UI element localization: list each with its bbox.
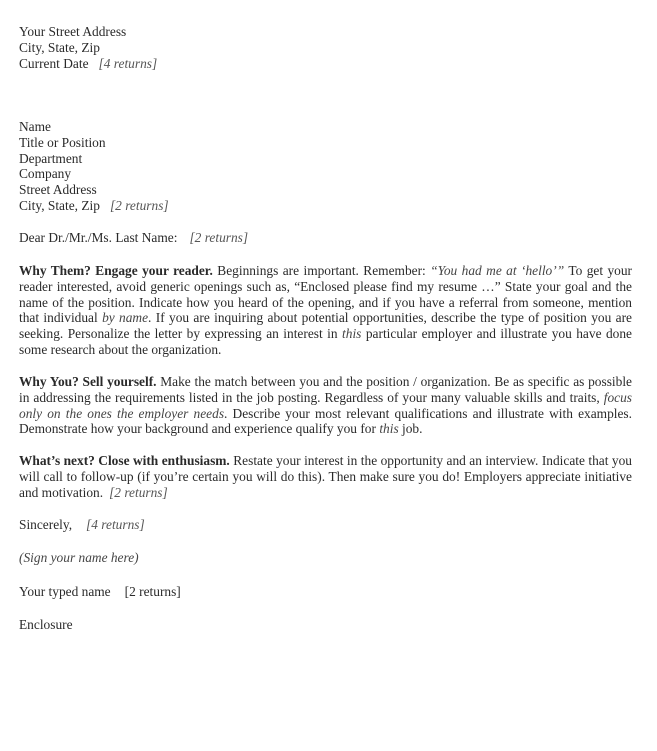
paragraph-why-them [19,263,632,358]
paragraph1-this: this [342,326,362,342]
typed-name-line [19,584,181,600]
salutation [19,230,248,246]
typed-name: Your typed name [19,584,111,599]
paragraph1-text-2: To get your reader interested, avoid generic openings such as, “Enclosed please find my resume …” State your goal and the name of the position. Indicate how you heard of the opening, and if you have a referral from someone, mention that individual [19,263,633,326]
paragraph3-returns-note: [2 returns] [109,484,168,500]
recipient-returns-note: [2 returns] [109,197,169,213]
paragraph-why-you [19,374,632,437]
paragraph1-text-4: particular employer and illustrate you have done some research about the organization. [19,326,632,357]
recipient-company: Company [19,166,72,182]
paragraph2-text-3: job. [398,421,423,437]
closing-text: Sincerely, [19,517,73,532]
paragraph-whats-next [19,453,632,500]
typed-name-returns-note: [2 returns] [124,584,181,599]
sender-street: Your Street Address [19,24,127,39]
paragraph2-focus: focus only on the ones the employer needs [19,389,632,421]
recipient-street: Street Address [19,182,97,198]
salutation-returns-note: [2 returns] [189,230,249,245]
paragraph1-heading: Why Them? Engage your reader. [19,263,213,278]
paragraph2-this: this [379,421,399,437]
closing-returns-note: [4 returns] [86,517,145,532]
paragraph2-text-2: . Describe your most relevant qualifications and illustrate with examples. Demonstrate how your background and experience qualify you for [19,405,632,437]
recipient-address-block [19,119,169,214]
signature-text: (Sign your name here) [19,550,139,565]
paragraph3-heading: What’s next? Close with enthusiasm. [19,453,230,468]
enclosure-text: Enclosure [19,617,73,632]
paragraph1-text-3: . If you are inquiring about potential opportunities, describe the type of position you are seeking. Personalize the letter by expressing an interest in [19,310,632,342]
paragraph1-text-1: Beginnings are important. Remember: [212,263,431,278]
closing [19,517,145,533]
enclosure-line [19,617,73,633]
paragraph3-text-1: Restate your interest in the opportunity and an interview. Indicate that you will call to follow-up (if you’re certain you will do this). Then make sure you do! Employers appreciate initiative and motivation. [19,453,632,500]
paragraph2-text-1: Make the match between you and the position / organization. Be as specific as possible in addressing the requirements listed in the job posting. Regardless of your many valuable skills and traits, [19,374,632,405]
current-date-line [19,56,157,72]
sender-city: City, State, Zip [19,39,100,55]
signature-placeholder [19,550,139,566]
paragraph1-quote: “You had me at ‘hello’” [430,263,565,278]
paragraph1-by-name: by name [102,310,149,326]
sender-address-block [19,24,157,71]
recipient-title: Title or Position [19,134,106,150]
recipient-city-line [19,198,169,214]
salutation-text: Dear Dr./Mr./Ms. Last Name: [19,230,178,245]
recipient-department: Department [19,150,83,166]
recipient-city: City, State, Zip [19,197,100,213]
date-returns-note: [4 returns] [98,55,158,71]
recipient-name: Name [19,119,51,134]
current-date: Current Date [19,55,89,71]
paragraph2-heading: Why You? Sell yourself. [19,374,157,389]
